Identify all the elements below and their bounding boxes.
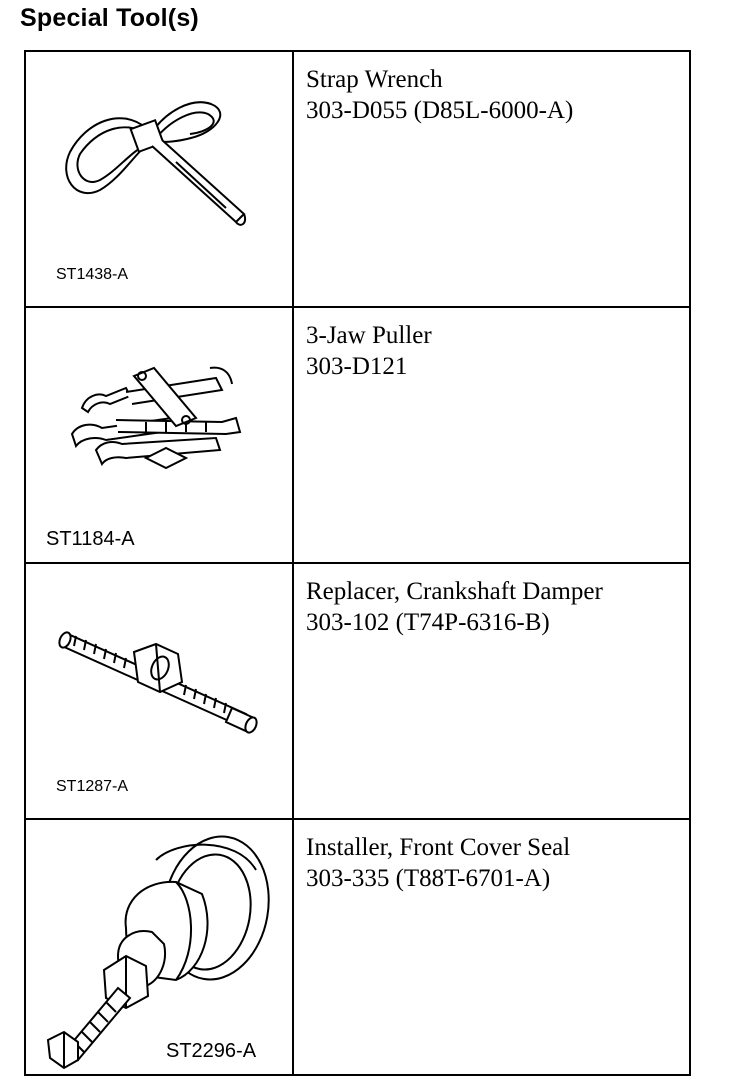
tool-row-strap-wrench bbox=[26, 52, 689, 308]
tool-description bbox=[294, 52, 689, 306]
tool-name: Replacer, Crankshaft Damper bbox=[306, 578, 603, 605]
tool-row-crankshaft-damper-replacer bbox=[26, 564, 689, 820]
illustration-code: ST1287-A bbox=[56, 778, 129, 795]
tool-description bbox=[294, 820, 689, 1076]
tool-row-3-jaw-puller bbox=[26, 308, 689, 564]
tool-description bbox=[294, 564, 689, 818]
tool-row-front-cover-seal-installer bbox=[26, 820, 689, 1076]
illustration-code: ST1438-A bbox=[56, 266, 129, 283]
tool-name: Installer, Front Cover Seal bbox=[306, 834, 571, 861]
illustration-code: ST1184-A bbox=[46, 528, 135, 550]
tool-number: 303-335 (T88T-6701-A) bbox=[306, 865, 551, 892]
tool-number: 303-D055 (D85L-6000-A) bbox=[306, 97, 574, 124]
tool-image-cell bbox=[26, 564, 294, 818]
tool-number: 303-D121 bbox=[306, 353, 408, 380]
tool-description bbox=[294, 308, 689, 562]
illustration-code: ST2296-A bbox=[166, 1040, 257, 1062]
tool-name: Strap Wrench bbox=[306, 66, 443, 93]
special-tools-table bbox=[24, 50, 691, 1076]
tool-image-cell bbox=[26, 308, 294, 562]
tool-number: 303-102 (T74P-6316-B) bbox=[306, 609, 550, 636]
tool-name: 3-Jaw Puller bbox=[306, 322, 432, 349]
tool-image-cell bbox=[26, 52, 294, 306]
three-jaw-puller-icon bbox=[26, 308, 292, 562]
tool-image-cell bbox=[26, 820, 294, 1076]
page-title: Special Tool(s) bbox=[20, 4, 199, 32]
front-cover-seal-installer-icon bbox=[26, 820, 292, 1074]
